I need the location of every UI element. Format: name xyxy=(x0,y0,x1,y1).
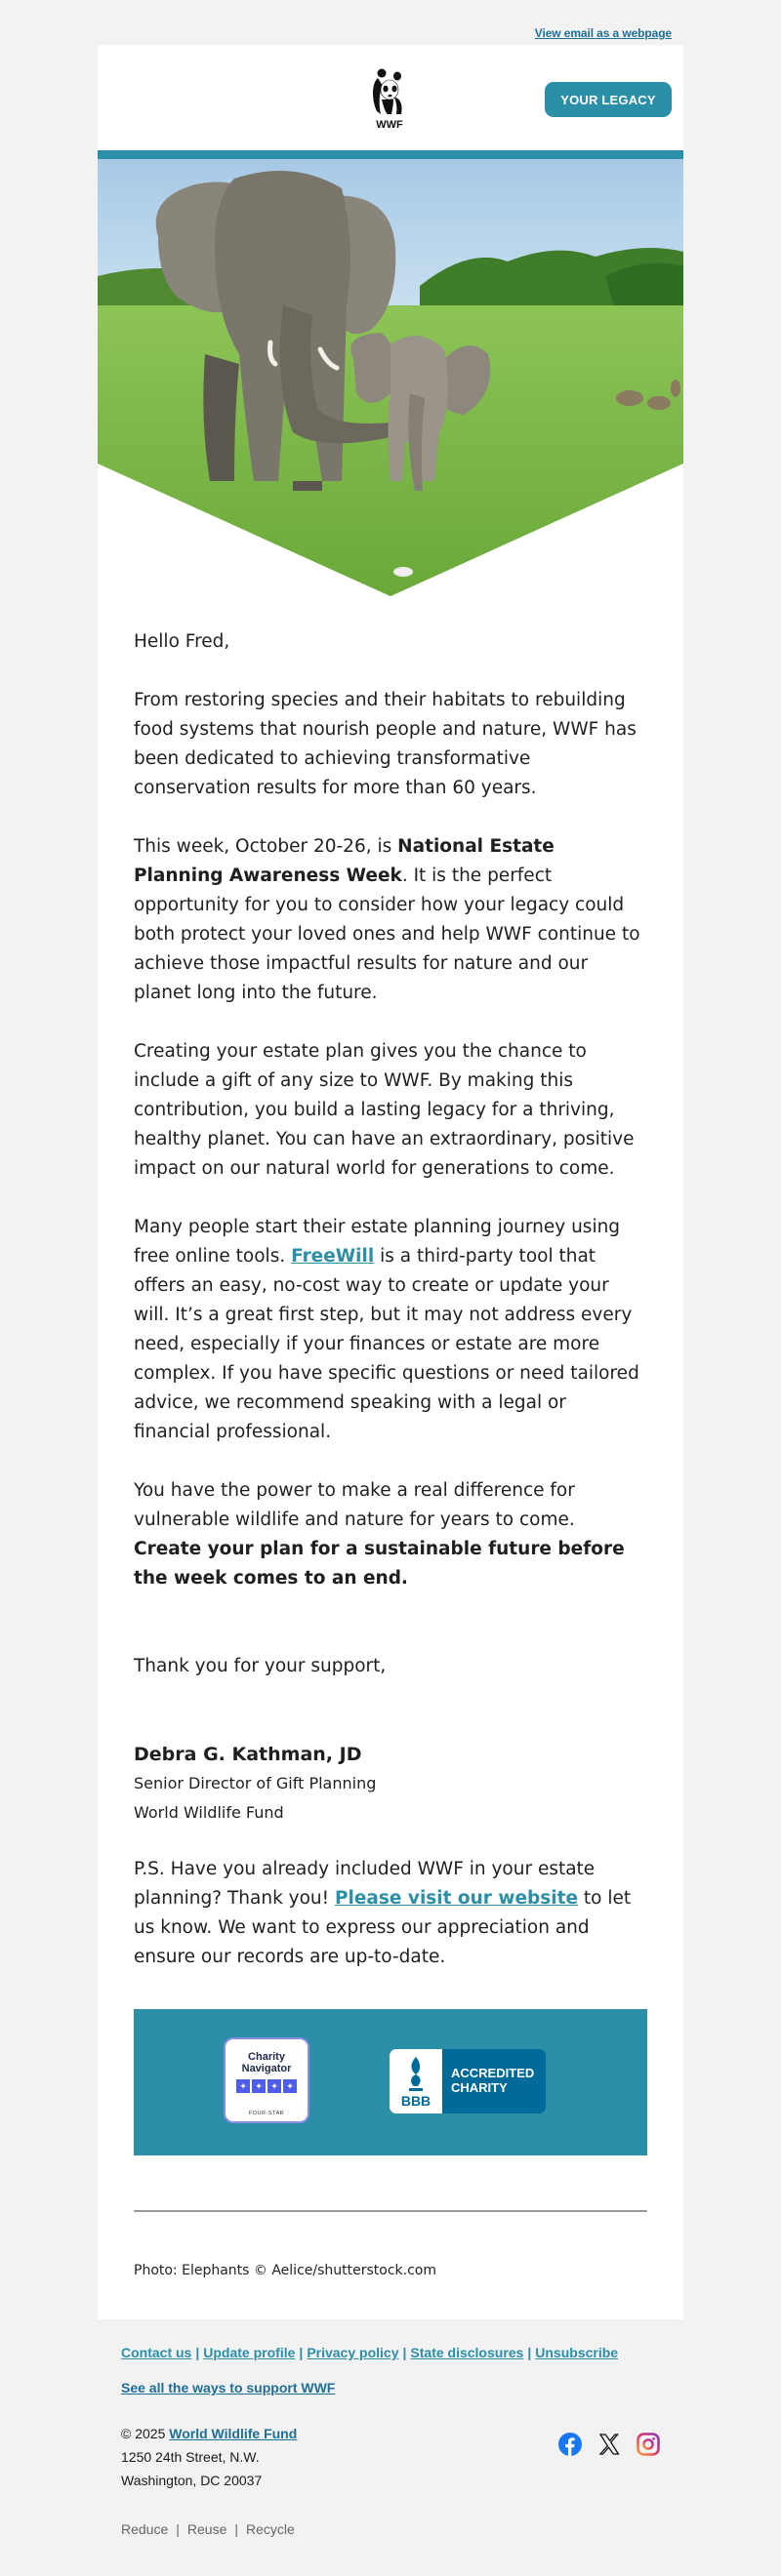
photo-credit: Photo: Elephants © Aelice/shutterstock.com xyxy=(134,2263,436,2278)
view-as-webpage-link[interactable]: View email as a webpage xyxy=(534,26,672,40)
postscript: P.S. Have you already included WWF in your estate planning? Thank you! Please visit our website to let us know. We want to express our appreciation and ensure our records are up-to-date. xyxy=(134,1859,632,1967)
facebook-icon[interactable] xyxy=(558,2433,582,2456)
trust-badges xyxy=(134,2009,647,2155)
wwf-org-link[interactable]: World Wildlife Fund xyxy=(169,2426,298,2441)
update-profile-link[interactable]: Update profile xyxy=(203,2345,296,2360)
bbb-torch-icon xyxy=(390,2049,442,2113)
star-icon: ✦ xyxy=(267,2079,281,2093)
paragraph-intro: From restoring species and their habitats to rebuilding food systems that nourish people and nature, WWF has been dedicated to achieving transformative conservation results for more than 60 years. xyxy=(134,690,637,798)
signature-org: World Wildlife Fund xyxy=(134,1803,284,1822)
email-container xyxy=(98,45,683,2319)
your-legacy-button[interactable]: YOUR LEGACY xyxy=(545,82,672,117)
paragraph-call-to-action: You have the power to make a real difference for vulnerable wildlife and nature for years to come. Create your plan for a sustainable future before the week comes to an end. xyxy=(134,1480,625,1589)
paragraph-awareness-week: This week, October 20-26, is National Estate Planning Awareness Week. It is the perfect opportunity for you to consider how your legacy could both protect your loved ones and help WWF continue to achieve those impactful results for nature and our planet long into the future. xyxy=(134,836,640,1003)
email-header xyxy=(98,45,683,150)
footer-address: © 2025 World Wildlife Fund 1250 24th Street, N.W. Washington, DC 20037 xyxy=(121,2426,298,2488)
svg-text:BBB: BBB xyxy=(400,2093,432,2109)
greeting: Hello Fred, xyxy=(134,631,230,652)
bbb-logo xyxy=(390,2049,442,2113)
unsubscribe-link[interactable]: Unsubscribe xyxy=(535,2345,619,2360)
svg-text:WWF: WWF xyxy=(376,119,403,131)
instagram-icon[interactable] xyxy=(637,2433,660,2456)
reduce-reuse-recycle: Reduce | Reuse | Recycle xyxy=(121,2521,295,2537)
bbb-accredited-badge xyxy=(390,2049,546,2113)
freewill-link[interactable]: FreeWill xyxy=(291,1246,375,1267)
paragraph-estate-plan: Creating your estate plan gives you the chance to include a gift of any size to WWF. By making this contribution, you build a lasting legacy for a thriving, healthy planet. You can have an extraordinary, positive impact on our natural world for generations to come. xyxy=(134,1041,635,1179)
hero-image xyxy=(98,159,683,596)
privacy-policy-link[interactable]: Privacy policy xyxy=(307,2345,399,2360)
divider xyxy=(134,2210,647,2212)
support-wwf-link[interactable]: See all the ways to support WWF xyxy=(121,2380,336,2395)
four-star-label: FOUR-STAR xyxy=(248,2111,285,2116)
charity-navigator-line2: Navigator xyxy=(241,2063,292,2074)
elephants-photo xyxy=(98,159,683,596)
signature xyxy=(134,1740,647,1828)
cta-emphasis: Create your plan for a sustainable future before the week comes to an end. xyxy=(134,1539,625,1589)
signature-name: Debra G. Kathman, JD xyxy=(134,1744,362,1765)
awareness-week-emphasis: National Estate Planning Awareness Week xyxy=(134,836,555,886)
star-icon: ✦ xyxy=(252,2079,266,2093)
charity-navigator-line1: Charity xyxy=(248,2051,285,2063)
wwf-logo[interactable] xyxy=(368,68,411,131)
signature-title: Senior Director of Gift Planning xyxy=(134,1774,377,1792)
star-icon: ✦ xyxy=(283,2079,297,2093)
footer xyxy=(98,2319,683,2576)
header-accent-bar xyxy=(98,150,683,159)
contact-us-link[interactable]: Contact us xyxy=(121,2345,192,2360)
x-icon[interactable] xyxy=(597,2433,621,2456)
charity-navigator-badge xyxy=(224,2037,309,2123)
bbb-text: ACCREDITED CHARITY xyxy=(442,2049,546,2113)
footer-links: Contact us | Update profile | Privacy policy | State disclosures | Unsubscribe xyxy=(121,2345,619,2360)
star-icon: ✦ xyxy=(236,2079,250,2093)
panda-icon xyxy=(368,68,411,131)
star-rating xyxy=(226,2079,308,2093)
state-disclosures-link[interactable]: State disclosures xyxy=(410,2345,524,2360)
preheader xyxy=(0,0,781,45)
closing-line: Thank you for your support, xyxy=(134,1656,387,1676)
social-links xyxy=(558,2433,660,2456)
email-body xyxy=(98,596,683,2319)
paragraph-freewill: Many people start their estate planning journey using free online tools. FreeWill is a third-party tool that offers an easy, no-cost way to create or update your will. It’s a great first step, but it may not address every need, especially if your finances or estate are more complex. If you have specific questions or need tailored advice, we recommend speaking with a legal or financial professional. xyxy=(134,1217,639,1442)
visit-website-link[interactable]: Please visit our website xyxy=(334,1888,578,1909)
